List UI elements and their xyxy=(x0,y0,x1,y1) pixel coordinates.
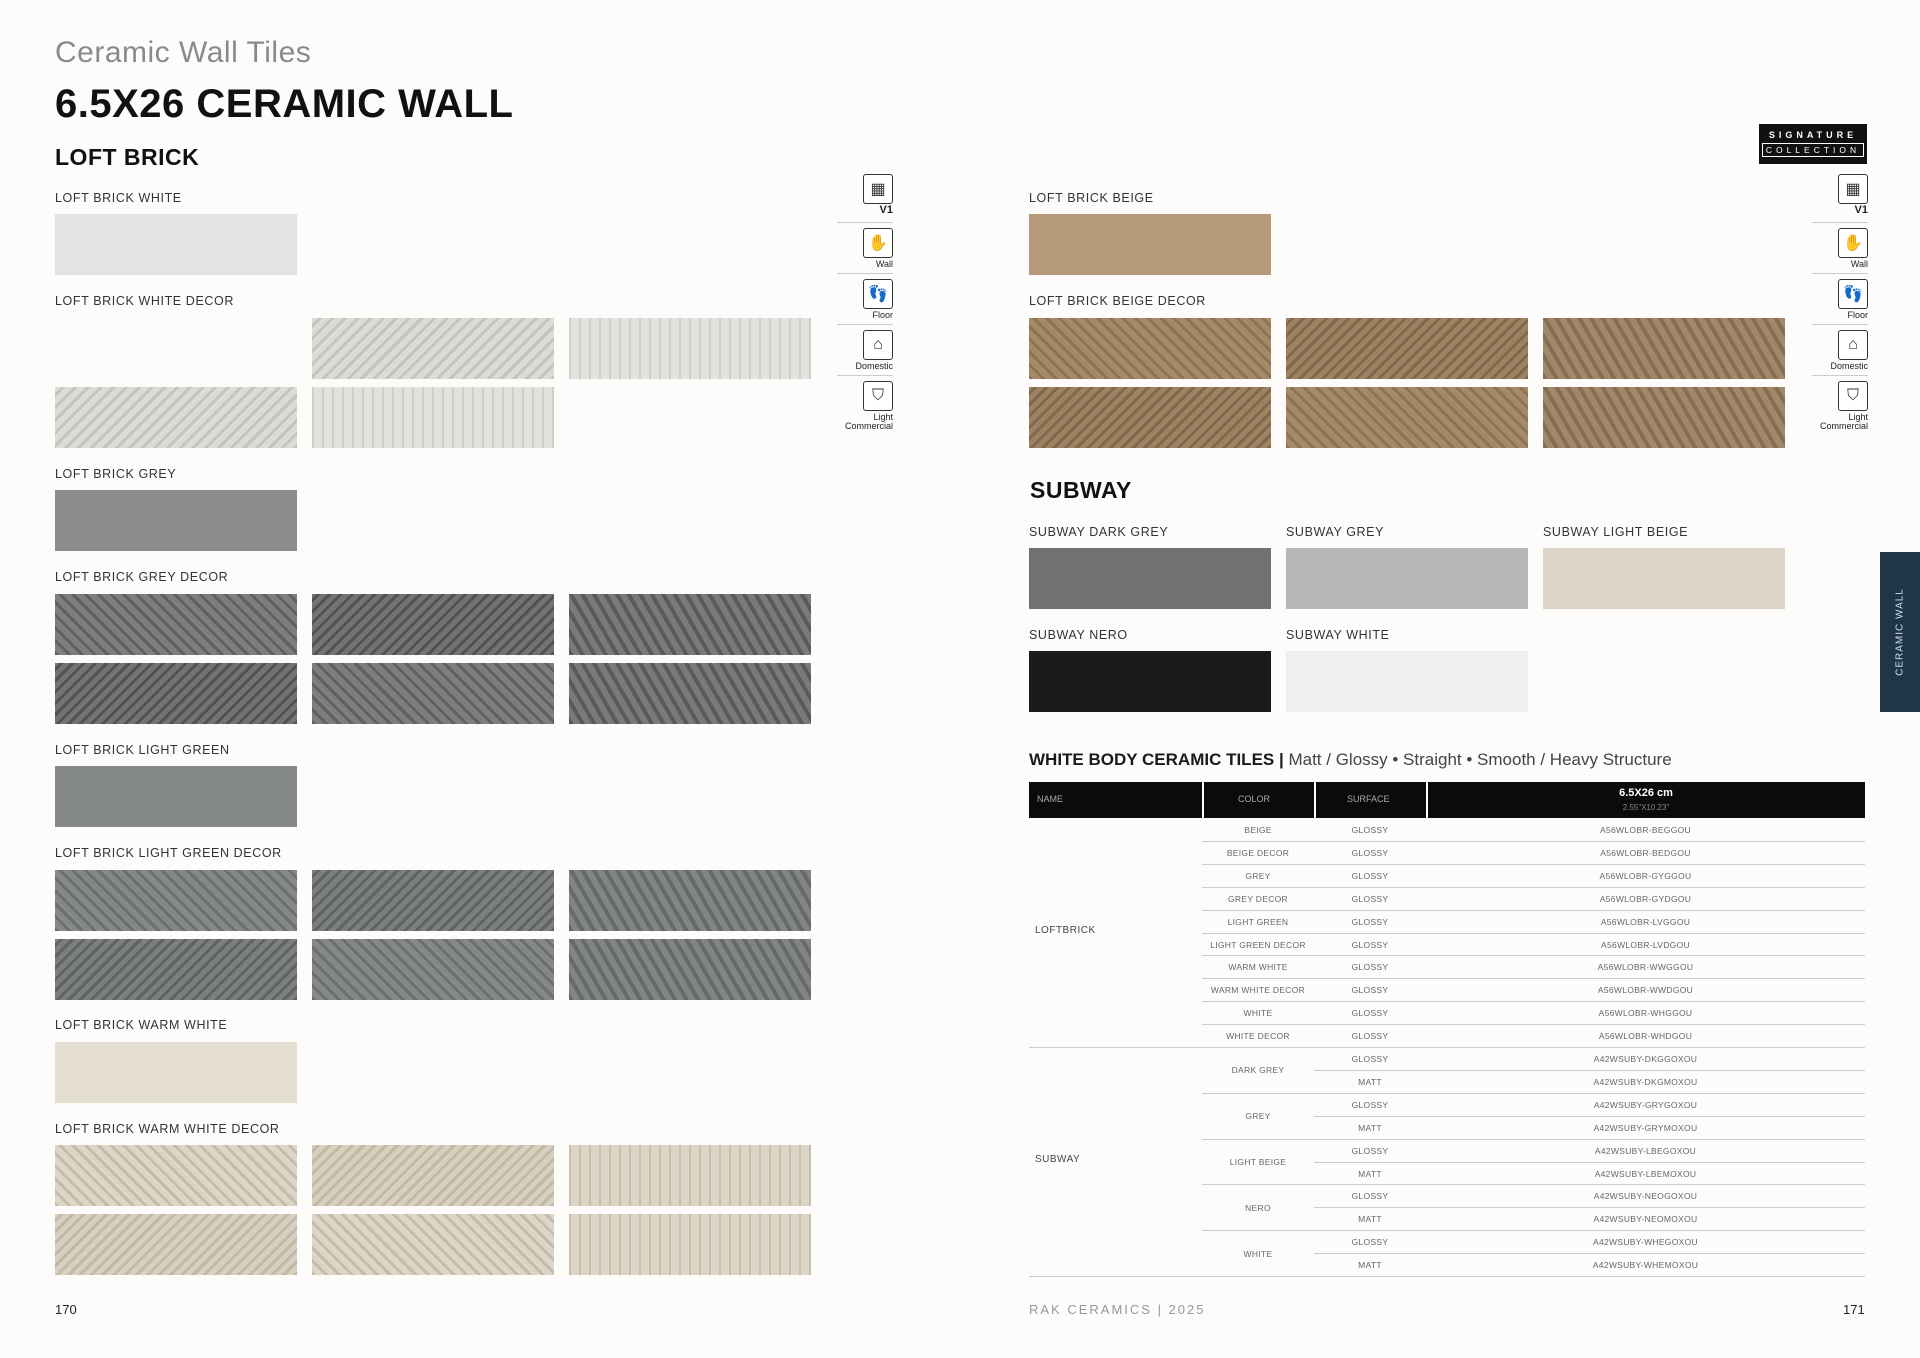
label-loft-brick-grey-decor: LOFT BRICK GREY DECOR xyxy=(55,570,229,584)
tile-beige-decor-4 xyxy=(1029,387,1271,448)
cell-surface: GLOSSY xyxy=(1351,870,1389,881)
label-subway-grey: SUBWAY GREY xyxy=(1286,525,1385,539)
domestic-icon: ⌂ xyxy=(863,330,893,360)
tile-subway-dark-grey xyxy=(1029,548,1271,609)
label-loft-brick-beige-decor: LOFT BRICK BEIGE DECOR xyxy=(1029,294,1206,308)
label-subway-white: SUBWAY WHITE xyxy=(1286,628,1390,642)
table-header: NAME COLOR SURFACE 6.5X26 cm 2.55"X10.23" xyxy=(1029,782,1865,818)
tile-light-green-decor-2 xyxy=(312,870,554,931)
table-row xyxy=(1029,1162,1865,1185)
cell-code: A42WSUBY-NEOGOXOU xyxy=(1593,1191,1698,1202)
category-title: Ceramic Wall Tiles xyxy=(55,36,312,69)
label-subway-nero: SUBWAY NERO xyxy=(1029,628,1128,642)
label-loft-brick-light-green-decor: LOFT BRICK LIGHT GREEN DECOR xyxy=(55,846,282,860)
cell-surface: GLOSSY xyxy=(1351,916,1389,927)
usage-icons-right xyxy=(1808,174,1868,434)
tile-light-green-decor-5 xyxy=(312,939,554,1000)
cell-surface: MATT xyxy=(1358,1168,1382,1179)
tile-white-decor-2 xyxy=(312,318,554,379)
tile-warm-white-decor-3 xyxy=(569,1145,811,1206)
label-loft-brick-beige: LOFT BRICK BEIGE xyxy=(1029,191,1154,205)
page-number-right: 171 xyxy=(1843,1302,1865,1317)
grid-icon: ▦ xyxy=(1838,174,1868,204)
table-row xyxy=(1029,1116,1865,1139)
cell-code: A42WSUBY-GRYGOXOU xyxy=(1593,1099,1698,1110)
cell-color: GREY xyxy=(1245,870,1271,881)
label-loft-brick-white: LOFT BRICK WHITE xyxy=(55,191,182,205)
cell-surface: GLOSSY xyxy=(1351,939,1389,950)
cell-surface: GLOSSY xyxy=(1351,847,1389,858)
tile-subway-nero xyxy=(1029,651,1271,712)
tile-loft-brick-warm-white xyxy=(55,1042,297,1103)
grid-icon: ▦ xyxy=(863,174,893,204)
tile-subway-light-beige xyxy=(1543,548,1785,609)
cell-code: A42WSUBY-LBEMOXOU xyxy=(1594,1168,1697,1179)
tile-warm-white-decor-4 xyxy=(55,1214,297,1275)
wall-icon: ✋ xyxy=(863,228,893,258)
cell-surface: GLOSSY xyxy=(1351,893,1389,904)
tile-white-decor-4 xyxy=(55,387,297,448)
floor-label: Floor xyxy=(872,310,893,320)
product-table xyxy=(1029,818,1865,1278)
subway-color-cell: NERO xyxy=(1245,1202,1271,1213)
group-loftbrick: LOFTBRICK xyxy=(1035,925,1096,936)
cell-surface: MATT xyxy=(1358,1260,1382,1271)
cell-color: WHITE xyxy=(1243,1008,1273,1019)
label-loft-brick-warm-white: LOFT BRICK WARM WHITE xyxy=(55,1018,228,1032)
cell-color: GREY DECOR xyxy=(1228,893,1288,904)
side-tab: CERAMIC WALL xyxy=(1880,552,1920,712)
tile-grey-decor-5 xyxy=(312,663,554,724)
cell-color: LIGHT GREEN DECOR xyxy=(1210,939,1306,950)
cell-code: A56WLOBR-BEDGOU xyxy=(1600,847,1691,858)
commercial-label: Commercial xyxy=(844,421,893,431)
cell-code: A42WSUBY-DKGGOXOU xyxy=(1593,1054,1698,1064)
tile-grey-decor-3 xyxy=(569,594,811,655)
cell-surface: GLOSSY xyxy=(1351,825,1389,835)
label-loft-brick-light-green: LOFT BRICK LIGHT GREEN xyxy=(55,743,230,757)
tile-white-decor-3 xyxy=(569,318,811,379)
table-row xyxy=(1029,955,1865,978)
subway-color-cell: WHITE xyxy=(1243,1248,1273,1259)
cell-code: A56WLOBR-WHDGOU xyxy=(1598,1031,1693,1042)
commercial-label: Commercial xyxy=(1819,421,1868,431)
row-divider xyxy=(1029,1276,1865,1277)
tile-white-decor-6 xyxy=(569,387,811,448)
tile-beige-decor-6 xyxy=(1543,387,1785,448)
tile-loft-brick-white xyxy=(55,214,297,275)
tile-beige-decor-3 xyxy=(1543,318,1785,379)
cell-surface: GLOSSY xyxy=(1351,1237,1389,1248)
tile-light-green-decor-6 xyxy=(569,939,811,1000)
cell-surface: GLOSSY xyxy=(1351,985,1389,996)
label-subway-dark-grey: SUBWAY DARK GREY xyxy=(1029,525,1169,539)
table-row xyxy=(1029,933,1865,956)
label-loft-brick-white-decor: LOFT BRICK WHITE DECOR xyxy=(55,294,234,308)
light-commercial-icon: ⛉ xyxy=(863,381,893,411)
cell-surface: GLOSSY xyxy=(1351,1054,1389,1064)
section-loft-brick: LOFT BRICK xyxy=(55,144,200,170)
cell-code: A42WSUBY-GRYMOXOU xyxy=(1593,1122,1698,1133)
cell-code: A42WSUBY-NEOMOXOU xyxy=(1593,1214,1698,1225)
table-row xyxy=(1029,841,1865,864)
cell-surface: GLOSSY xyxy=(1351,1191,1389,1202)
light-commercial-icon: ⛉ xyxy=(1838,381,1868,411)
tile-beige-decor-5 xyxy=(1286,387,1528,448)
tile-loft-brick-grey xyxy=(55,490,297,551)
footer-brand: RAK CERAMICS | 2025 xyxy=(1029,1302,1206,1317)
tile-white-decor-1 xyxy=(55,318,297,379)
table-heading: WHITE BODY CERAMIC TILES | Matt / Glossy • Straight • Smooth / Heavy Structure xyxy=(1029,750,1672,769)
cell-color: BEIGE xyxy=(1244,825,1272,835)
section-subway: SUBWAY xyxy=(1030,477,1132,503)
cell-surface: GLOSSY xyxy=(1351,1099,1389,1110)
cell-color: WHITE DECOR xyxy=(1226,1031,1290,1042)
cell-surface: MATT xyxy=(1358,1076,1382,1087)
table-row xyxy=(1029,1253,1865,1276)
table-row xyxy=(1029,1184,1865,1207)
cell-code: A42WSUBY-LBEGOXOU xyxy=(1594,1145,1697,1156)
cell-surface: GLOSSY xyxy=(1351,1031,1389,1042)
cell-code: A56WLOBR-LVGGOU xyxy=(1600,916,1691,927)
tile-light-green-decor-1 xyxy=(55,870,297,931)
table-row xyxy=(1029,887,1865,910)
cell-color: BEIGE DECOR xyxy=(1226,847,1290,858)
tile-subway-white xyxy=(1286,651,1528,712)
tile-warm-white-decor-6 xyxy=(569,1214,811,1275)
page-title: 6.5X26 CERAMIC WALL xyxy=(55,82,514,126)
table-row xyxy=(1029,864,1865,887)
light-label: Light xyxy=(1848,412,1868,422)
cell-code: A56WLOBR-WWDGOU xyxy=(1597,985,1694,996)
table-row xyxy=(1029,818,1865,841)
tile-grey-decor-1 xyxy=(55,594,297,655)
wall-icon: ✋ xyxy=(1838,228,1868,258)
cell-surface: GLOSSY xyxy=(1351,1008,1389,1019)
table-row xyxy=(1029,910,1865,933)
table-row xyxy=(1029,1024,1865,1047)
cell-color: WARM WHITE DECOR xyxy=(1210,985,1306,996)
tile-light-green-decor-3 xyxy=(569,870,811,931)
cell-code: A56WLOBR-GYDGOU xyxy=(1599,893,1692,904)
tile-warm-white-decor-5 xyxy=(312,1214,554,1275)
page-number-left: 170 xyxy=(55,1302,77,1317)
tile-warm-white-decor-2 xyxy=(312,1145,554,1206)
cell-code: A56WLOBR-BEGGOU xyxy=(1600,825,1691,835)
table-row xyxy=(1029,1070,1865,1093)
subway-color-cell: GREY xyxy=(1245,1111,1271,1122)
tile-grey-decor-4 xyxy=(55,663,297,724)
table-row xyxy=(1029,1139,1865,1162)
label-loft-brick-warm-white-decor: LOFT BRICK WARM WHITE DECOR xyxy=(55,1122,280,1136)
tile-loft-brick-light-green xyxy=(55,766,297,827)
cell-surface: GLOSSY xyxy=(1351,1145,1389,1156)
v1-label: V1 xyxy=(879,204,893,216)
table-row xyxy=(1029,1207,1865,1230)
subway-color-cell: DARK GREY xyxy=(1231,1065,1285,1076)
v1-label: V1 xyxy=(1854,204,1868,216)
cell-surface: GLOSSY xyxy=(1351,962,1389,973)
tile-warm-white-decor-1 xyxy=(55,1145,297,1206)
wall-label: Wall xyxy=(875,259,893,269)
floor-icon: 👣 xyxy=(1838,279,1868,309)
cell-code: A56WLOBR-WWGGOU xyxy=(1597,962,1694,973)
group-subway: SUBWAY xyxy=(1035,1154,1081,1165)
table-row xyxy=(1029,978,1865,1001)
tile-white-decor-5 xyxy=(312,387,554,448)
cell-code: A42WSUBY-WHEGOXOU xyxy=(1593,1237,1698,1248)
domestic-icon: ⌂ xyxy=(1838,330,1868,360)
cell-code: A42WSUBY-DKGMOXOU xyxy=(1593,1076,1698,1087)
tile-grey-decor-2 xyxy=(312,594,554,655)
tile-beige-decor-1 xyxy=(1029,318,1271,379)
domestic-label: Domestic xyxy=(855,361,893,371)
subway-color-cell: LIGHT BEIGE xyxy=(1229,1157,1287,1168)
usage-icons-left xyxy=(833,174,893,434)
wall-label: Wall xyxy=(1850,259,1868,269)
signature-collection-badge: SIGNATURE COLLECTION xyxy=(1759,124,1867,164)
tile-grey-decor-6 xyxy=(569,663,811,724)
cell-code: A42WSUBY-WHEMOXOU xyxy=(1592,1260,1699,1271)
cell-code: A56WLOBR-WHGGOU xyxy=(1598,1008,1693,1019)
cell-code: A56WLOBR-LVDGOU xyxy=(1601,939,1690,950)
light-label: Light xyxy=(873,412,893,422)
label-subway-light-beige: SUBWAY LIGHT BEIGE xyxy=(1543,525,1689,539)
table-row xyxy=(1029,1093,1865,1116)
label-loft-brick-grey: LOFT BRICK GREY xyxy=(55,467,177,481)
cell-surface: MATT xyxy=(1358,1214,1382,1225)
tile-loft-brick-beige xyxy=(1029,214,1271,275)
table-row xyxy=(1029,1047,1865,1070)
cell-color: WARM WHITE xyxy=(1228,962,1288,973)
floor-label: Floor xyxy=(1847,310,1868,320)
tile-beige-decor-2 xyxy=(1286,318,1528,379)
tile-subway-grey xyxy=(1286,548,1528,609)
cell-code: A56WLOBR-GYGGOU xyxy=(1599,870,1692,881)
cell-surface: MATT xyxy=(1358,1122,1382,1133)
table-row xyxy=(1029,1001,1865,1024)
floor-icon: 👣 xyxy=(863,279,893,309)
table-row xyxy=(1029,1230,1865,1253)
cell-color: LIGHT GREEN xyxy=(1227,916,1289,927)
tile-light-green-decor-4 xyxy=(55,939,297,1000)
domestic-label: Domestic xyxy=(1830,361,1868,371)
